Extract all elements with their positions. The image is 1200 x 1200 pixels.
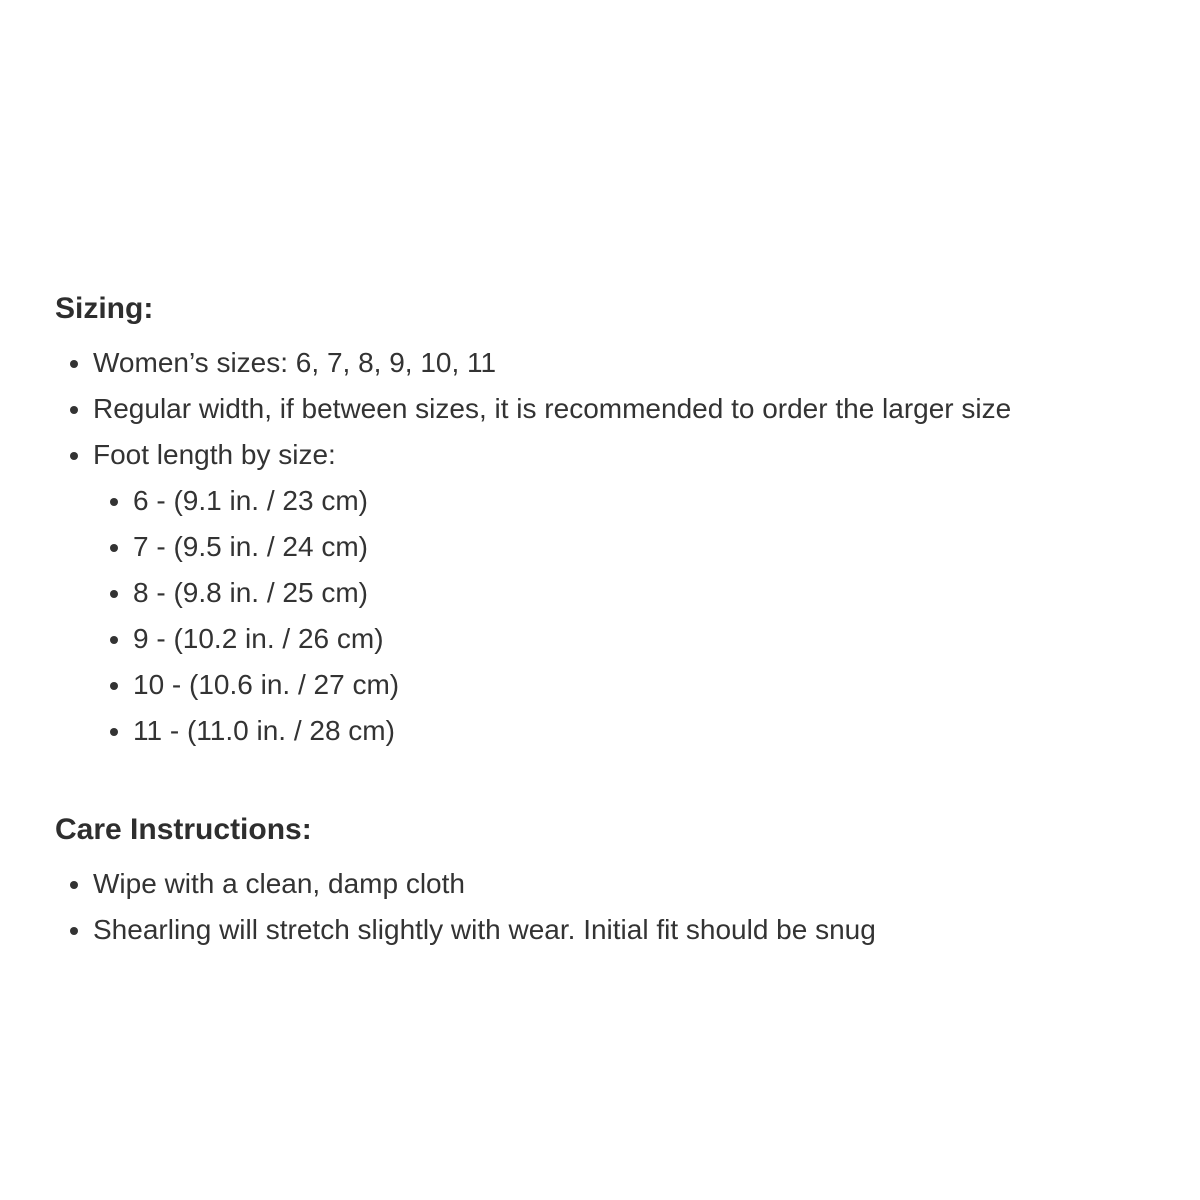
foot-length-size-9: • 9 - (10.2 in. / 26 cm) (133, 616, 1170, 662)
list-item-width-note: • Regular width, if between sizes, it is recommended to order the larger size (93, 386, 1170, 432)
sizing-heading: Sizing: (55, 292, 154, 325)
foot-length-size-10: • 10 - (10.6 in. / 27 cm) (133, 662, 1170, 708)
care-instructions-list (55, 861, 1170, 953)
foot-length-list (93, 478, 1170, 754)
list-item-foot-length (93, 432, 1170, 754)
foot-length-size-7: • 7 - (9.5 in. / 24 cm) (133, 524, 1170, 570)
care-instructions-heading: Care Instructions: (55, 813, 312, 846)
list-item-womens-sizes: • Women’s sizes: 6, 7, 8, 9, 10, 11 (93, 340, 1170, 386)
foot-length-size-8: • 8 - (9.8 in. / 25 cm) (133, 570, 1170, 616)
product-description (55, 291, 1170, 953)
list-item-wipe-clean: • Wipe with a clean, damp cloth (93, 861, 1170, 907)
foot-length-label: Foot length by size: (93, 439, 336, 470)
foot-length-size-6: • 6 - (9.1 in. / 23 cm) (133, 478, 1170, 524)
foot-length-size-11: • 11 - (11.0 in. / 28 cm) (133, 708, 1170, 754)
sizing-list (55, 340, 1170, 754)
list-item-shearling-stretch: • Shearling will stretch slightly with wear. Initial fit should be snug (93, 907, 1170, 953)
